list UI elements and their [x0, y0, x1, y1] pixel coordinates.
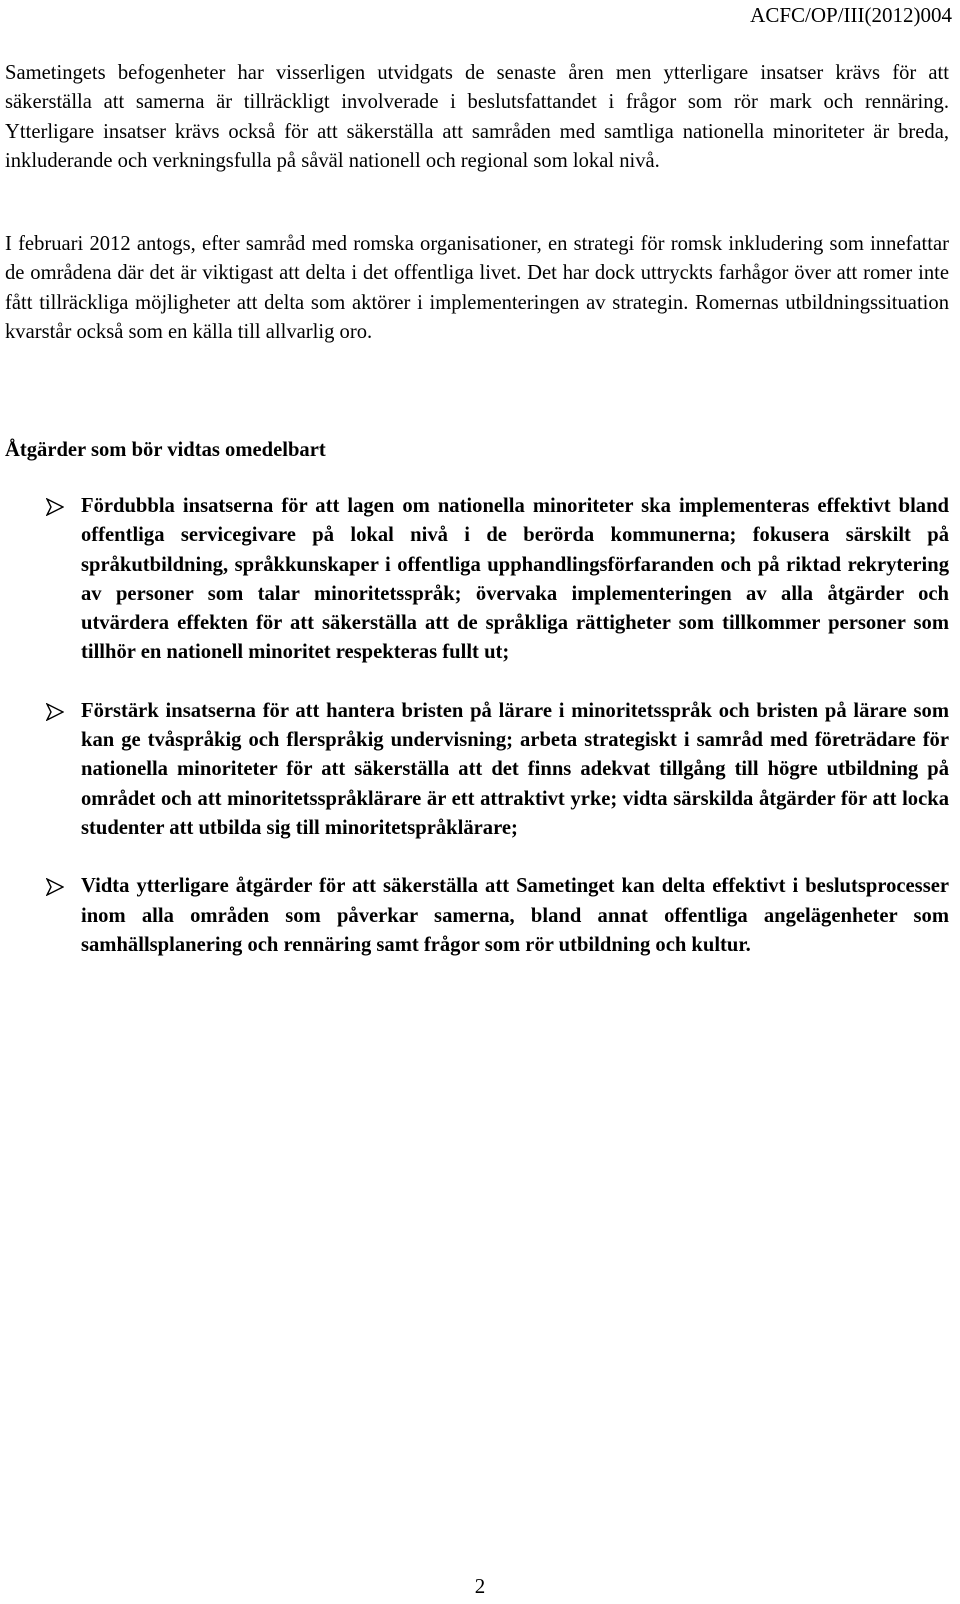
recommendation-item-sameting	[0, 872, 960, 960]
recommendation-text: Förstärk insatserna för att hantera bristen på lärare i minoritetsspråk och bristen på lärare som kan ge tvåspråkig och flerspråkig undervisning; arbeta strategiskt i samråd med företrädare för nationella minoriteter för att säkerställa att det finns adekvat tillgång till högre utbildning på området och att minoritetsspråklärare är ett attraktivt yrke; vidta särskilda åtgärder för att locka studenter att utbilda sig till minoritetspråklärare;	[81, 699, 949, 839]
arrowhead-bullet-icon	[46, 878, 64, 896]
paragraph-roma-strategy: I februari 2012 antogs, efter samråd med romska organisationer, en strategi för romsk inkludering som innefattar de områdena där det är viktigast att delta i det offentliga livet. Det har dock uttryckts farhågor över att romer inte fått tillräckliga möjligheter att delta som aktörer i implementeringen av strategin. Romernas utbildningssituation kvarstår också som en källa till allvarlig oro.	[5, 233, 949, 343]
paragraph-sameting-influence: Sametingets befogenheter har visserligen utvidgats de senaste åren men ytterligare insatser krävs för att säkerställa att samerna är tillräckligt involverade i beslutsfattandet i frågor som rör mark och rennäring. Ytterligare insatser krävs också för att säkerställa att samråden med samtliga nationella minoriteter är breda, inkluderande och verkningsfulla på såväl nationell och regional som lokal nivå.	[5, 62, 949, 172]
arrowhead-bullet-icon	[46, 498, 64, 516]
recommendation-list	[0, 492, 960, 989]
recommendation-item-teachers	[0, 697, 960, 843]
page-number: 2	[474, 1574, 486, 1598]
recommendation-text: Vidta ytterligare åtgärder för att säkerställa att Sametinget kan delta effektivt i beslutsprocesser inom alla områden som påverkar samerna, bland annat offentliga angelägenheter som samhällsplanering och rennäring samt frågor som rör utbildning och kultur.	[81, 875, 949, 956]
section-heading: Åtgärder som bör vidtas omedelbart	[5, 439, 326, 461]
arrowhead-bullet-icon	[46, 703, 64, 721]
recommendation-item-language-law	[0, 492, 960, 668]
recommendation-text: Fördubbla insatserna för att lagen om nationella minoriteter ska implementeras effektivt bland offentliga servicegivare på lokal nivå i de berörda kommunerna; fokusera särskilt på språkutbildning, språkkunskaper i offentliga upphandlingsförfaranden och på riktad rekrytering av personer som talar minoritetsspråk; övervaka implementeringen av alla åtgärder och utvärdera effekten för att säkerställa att de språkliga rättigheter som tillkommer personer som tillhör en nationell minoritet respekteras fullt ut;	[81, 495, 949, 664]
document-reference: ACFC/OP/III(2012)004	[750, 3, 952, 27]
